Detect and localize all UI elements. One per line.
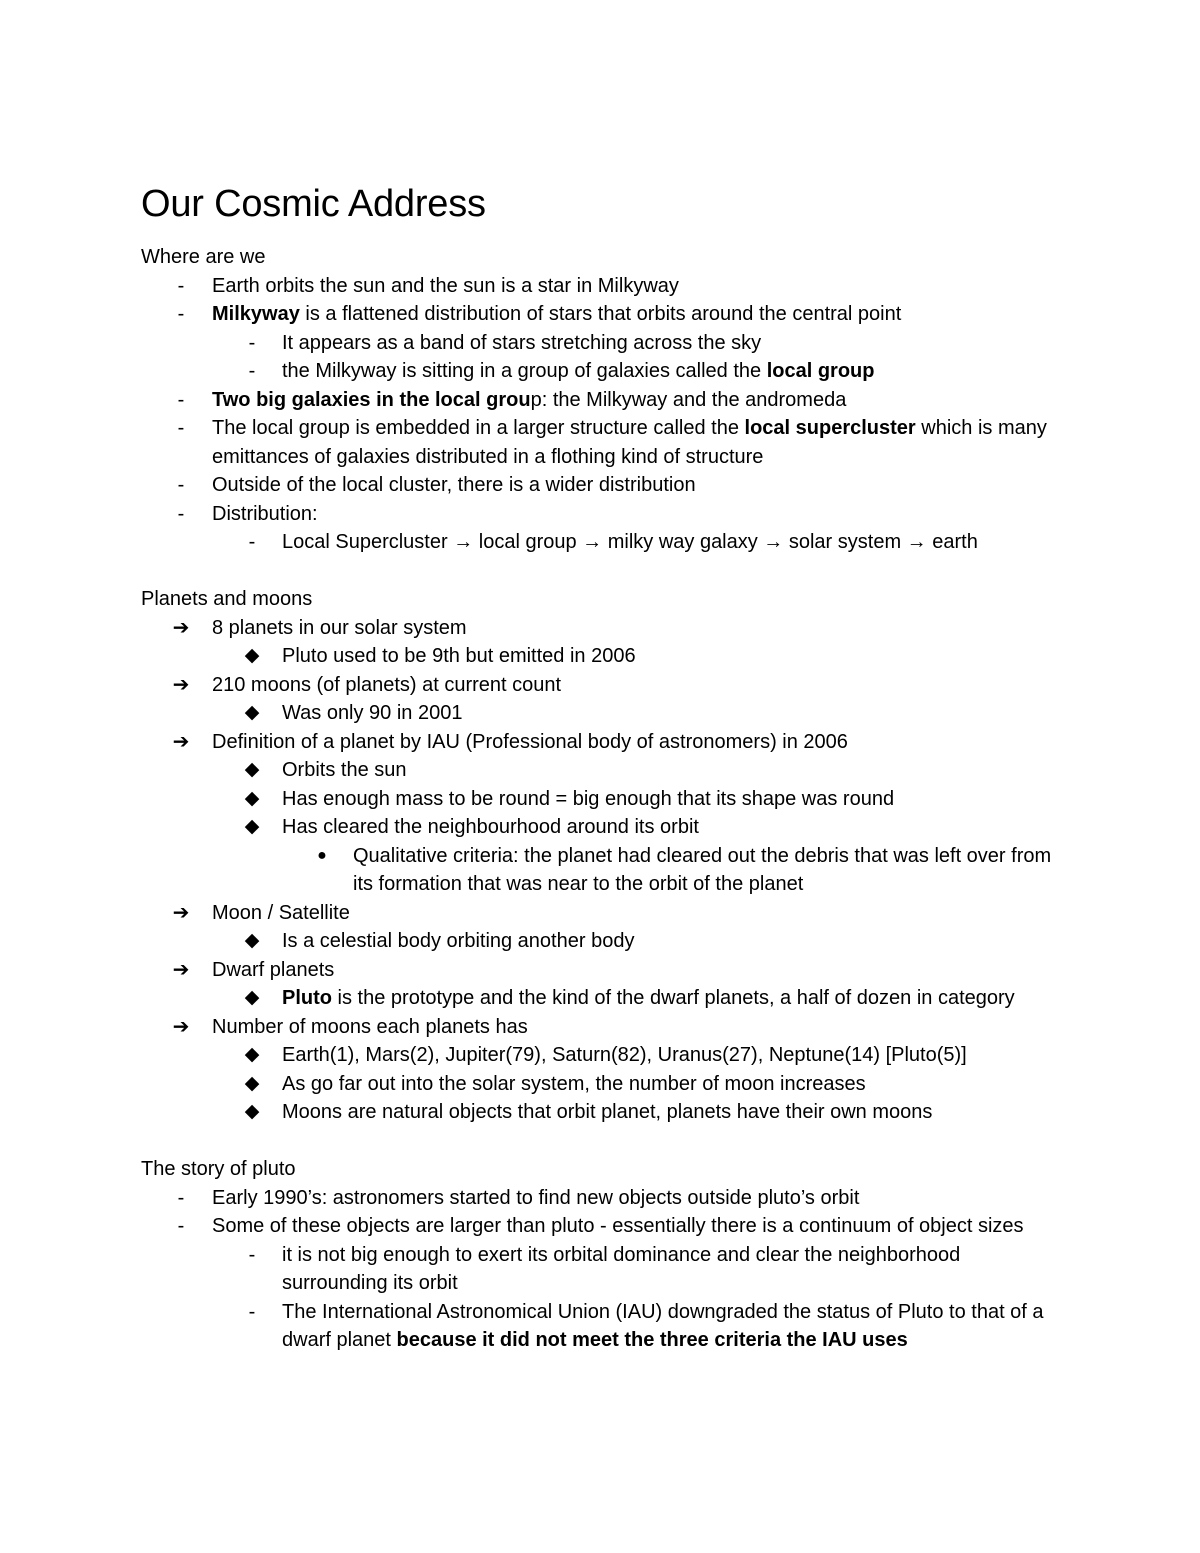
bold-text: Two big galaxies in the local grou: [212, 388, 531, 411]
list-item: [141, 956, 1071, 985]
blank-line: [141, 557, 1071, 586]
list-item-text: 210 moons (of planets) at current count: [212, 673, 562, 696]
list-item: [141, 500, 1071, 529]
section-heading: Planets and moons: [141, 588, 313, 610]
list-item: [141, 1070, 1071, 1099]
bold-text: because it did not meet the three criteria the IAU uses: [396, 1329, 908, 1351]
arrow-bullet-icon: ➔: [172, 616, 190, 639]
dot-bullet-icon: ●: [317, 846, 327, 864]
list-item-text: Moons are natural objects that orbit planet, planets have their own moons: [282, 1101, 933, 1123]
list-item: [141, 329, 1071, 358]
list-item-text: Outside of the local cluster, there is a wider distribution: [212, 474, 696, 496]
list-item-text: The local group is embedded in a larger structure called the: [212, 417, 745, 439]
arrow-bullet-icon: ➔: [172, 673, 190, 696]
diamond-bullet-icon: ◆: [244, 645, 260, 666]
arrow-bullet-icon: ➔: [172, 958, 190, 981]
section-heading: Where are we: [141, 246, 266, 268]
list-item-text: Some of these objects are larger than pluto - essentially there is a continuum of object sizes: [212, 1215, 1024, 1237]
list-item-text: Distribution:: [212, 502, 318, 525]
dash-bullet-icon: -: [177, 474, 185, 496]
list-item: [141, 927, 1071, 956]
list-item-text: Early 1990’s: astronomers started to find new objects outside pluto’s orbit: [212, 1186, 860, 1209]
bullet-list: [141, 1184, 1071, 1355]
dash-bullet-icon: -: [248, 531, 256, 553]
bold-text: local supercluster: [744, 417, 916, 439]
list-item: [141, 1098, 1071, 1127]
diamond-bullet-icon: ◆: [244, 816, 260, 837]
dash-bullet-icon: -: [248, 331, 256, 354]
list-item: [141, 671, 1071, 700]
list-item-text: Moon / Satellite: [212, 901, 350, 924]
bold-text: local group: [766, 360, 875, 382]
list-item-text: the Milkyway is sitting in a group of galaxies called the: [282, 360, 767, 382]
list-item-text: p: the Milkyway and the andromeda: [530, 388, 847, 411]
list-item-text: it is not big enough to exert its orbital dominance and clear the neighborhood surrounding its orbit: [282, 1243, 961, 1294]
list-item-text: is the prototype and the kind of the dwarf planets, a half of dozen in category: [332, 987, 1015, 1009]
list-item: [141, 357, 1071, 386]
dash-bullet-icon: -: [248, 360, 256, 382]
list-item-text: Dwarf planets: [212, 958, 335, 981]
dash-bullet-icon: -: [248, 1243, 256, 1266]
list-item: [141, 642, 1071, 671]
list-item-text: Has cleared the neighbourhood around its orbit: [282, 816, 699, 838]
diamond-bullet-icon: ◆: [244, 759, 260, 780]
list-item: [141, 728, 1071, 757]
list-item: [141, 300, 1071, 329]
list-item-text: Qualitative criteria: the planet had cleared out the debris that was left over from its formation that was near to the orbit of the planet: [353, 844, 1052, 895]
list-item-text: which is many emittances of galaxies distributed in a flothing kind of structure: [212, 417, 1047, 468]
list-item-text: Pluto used to be 9th but emitted in 2006: [282, 645, 636, 667]
list-item-text: Definition of a planet by IAU (Professional body of astronomers) in 2006: [212, 730, 848, 753]
section-planets-and-moons: [141, 585, 1071, 1127]
list-item: [141, 1013, 1071, 1042]
diamond-bullet-icon: ◆: [244, 1101, 260, 1122]
list-item: [141, 1212, 1071, 1241]
list-item-text: Orbits the sun: [282, 759, 407, 781]
dash-bullet-icon: -: [177, 1215, 185, 1237]
diamond-bullet-icon: ◆: [244, 1072, 260, 1094]
arrow-bullet-icon: ➔: [172, 901, 190, 924]
dash-bullet-icon: -: [177, 502, 185, 525]
list-item-text: Earth orbits the sun and the sun is a star in Milkyway: [212, 274, 679, 297]
list-item: [141, 386, 1071, 415]
diamond-bullet-icon: ◆: [244, 1044, 260, 1065]
list-item: [141, 813, 1071, 842]
section-story-of-pluto: [141, 1155, 1071, 1355]
diamond-bullet-icon: ◆: [244, 702, 260, 723]
diamond-bullet-icon: ◆: [244, 787, 260, 809]
section-heading: The story of pluto: [141, 1158, 296, 1180]
list-item-text: Was only 90 in 2001: [282, 702, 463, 724]
document-page: [141, 180, 1071, 1355]
bullet-list: [141, 272, 1071, 557]
dash-bullet-icon: -: [177, 303, 185, 325]
dash-bullet-icon: -: [177, 388, 185, 411]
bullet-list: [141, 614, 1071, 1127]
bold-text: Milkyway: [212, 303, 300, 325]
blank-line: [141, 1127, 1071, 1156]
page-title: Our Cosmic Address: [141, 183, 486, 225]
list-item-text: The International Astronomical Union (IAU) downgraded the status of Pluto to that of a dwarf planet: [282, 1300, 1044, 1351]
diamond-bullet-icon: ◆: [244, 987, 260, 1008]
list-item: [141, 899, 1071, 928]
diamond-bullet-icon: ◆: [244, 930, 260, 951]
list-item: [141, 414, 1071, 471]
arrow-bullet-icon: ➔: [172, 730, 190, 753]
list-item-text: Is a celestial body orbiting another body: [282, 930, 635, 952]
list-item: [141, 1298, 1071, 1355]
arrow-bullet-icon: ➔: [172, 1015, 190, 1038]
list-item-text: 8 planets in our solar system: [212, 616, 467, 639]
list-item-text: It appears as a band of stars stretching across the sky: [282, 331, 762, 354]
list-item: [141, 1184, 1071, 1213]
list-item: [141, 842, 1071, 899]
list-item: [141, 614, 1071, 643]
dash-bullet-icon: -: [177, 417, 185, 439]
list-item: [141, 272, 1071, 301]
list-item-text: is a flattened distribution of stars that orbits around the central point: [299, 303, 902, 325]
bold-text: Pluto: [282, 987, 332, 1009]
list-item: [141, 756, 1071, 785]
list-item: [141, 785, 1071, 814]
list-item: [141, 528, 1071, 557]
list-item: [141, 699, 1071, 728]
list-item-text: Local Supercluster → local group → milky way galaxy → solar system → earth: [282, 531, 978, 553]
list-item-text: Earth(1), Mars(2), Jupiter(79), Saturn(82), Uranus(27), Neptune(14) [Pluto(5)]: [282, 1044, 967, 1066]
list-item: [141, 984, 1071, 1013]
dash-bullet-icon: -: [248, 1300, 256, 1323]
list-item: [141, 1241, 1071, 1298]
list-item-text: Has enough mass to be round = big enough that its shape was round: [282, 787, 895, 810]
dash-bullet-icon: -: [177, 1186, 185, 1209]
section-where-are-we: [141, 243, 1071, 557]
list-item: [141, 1041, 1071, 1070]
list-item-text: Number of moons each planets has: [212, 1015, 528, 1038]
dash-bullet-icon: -: [177, 274, 185, 297]
list-item: [141, 471, 1071, 500]
list-item-text: As go far out into the solar system, the number of moon increases: [282, 1072, 866, 1095]
